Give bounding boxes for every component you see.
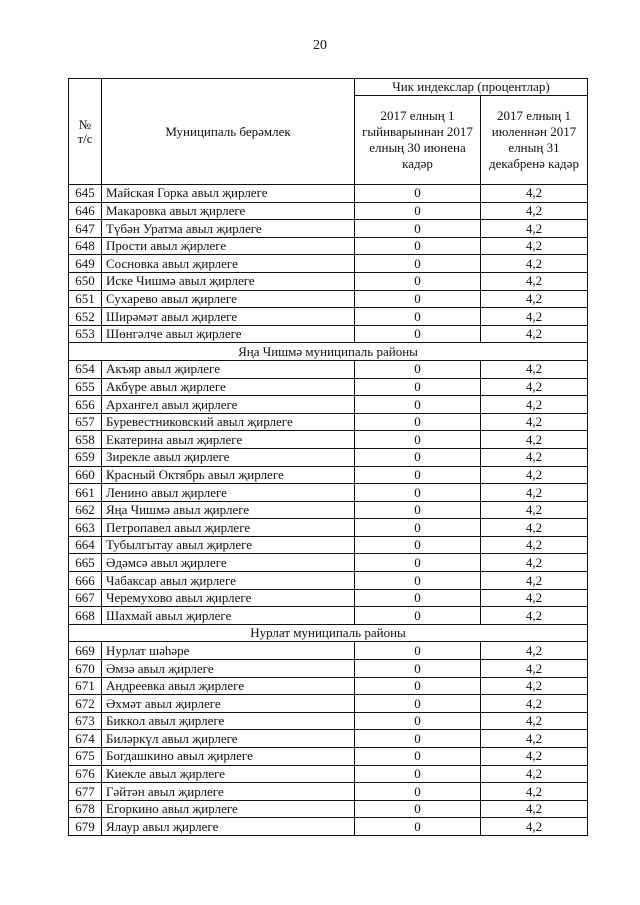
row-number: 675 (69, 748, 102, 766)
index-second-half: 4,2 (481, 185, 588, 203)
row-number: 657 (69, 413, 102, 431)
row-number: 678 (69, 800, 102, 818)
table-row (69, 660, 588, 678)
municipality-name: Шөнгәлче авыл җирлеге (102, 325, 355, 343)
index-first-half: 0 (355, 642, 481, 660)
municipality-name: Акъяр авыл җирлеге (102, 360, 355, 378)
row-number: 679 (69, 818, 102, 836)
section-row (69, 343, 588, 361)
index-first-half: 0 (355, 572, 481, 590)
table-row (69, 800, 588, 818)
row-number: 648 (69, 237, 102, 255)
index-first-half: 0 (355, 448, 481, 466)
municipality-name: Әхмәт авыл җирлеге (102, 695, 355, 713)
index-first-half: 0 (355, 818, 481, 836)
row-number: 666 (69, 572, 102, 590)
index-second-half: 4,2 (481, 642, 588, 660)
section-title: Яңа Чишмә муниципаль районы (69, 343, 588, 361)
index-second-half: 4,2 (481, 730, 588, 748)
table-body (69, 185, 588, 836)
municipality-name: Биләркүл авыл җирлеге (102, 730, 355, 748)
table-row (69, 607, 588, 625)
index-second-half: 4,2 (481, 466, 588, 484)
table-row (69, 554, 588, 572)
table-header (69, 79, 588, 185)
table-row (69, 765, 588, 783)
table-row (69, 290, 588, 308)
index-second-half: 4,2 (481, 818, 588, 836)
row-number: 672 (69, 695, 102, 713)
row-number: 654 (69, 360, 102, 378)
row-number: 659 (69, 448, 102, 466)
row-number: 653 (69, 325, 102, 343)
index-first-half: 0 (355, 290, 481, 308)
table-row (69, 325, 588, 343)
municipality-name: Гәйтән авыл җирлеге (102, 783, 355, 801)
municipality-name: Андреевка авыл җирлеге (102, 677, 355, 695)
row-number: 667 (69, 589, 102, 607)
index-second-half: 4,2 (481, 272, 588, 290)
table-row (69, 536, 588, 554)
index-first-half: 0 (355, 765, 481, 783)
row-number: 652 (69, 308, 102, 326)
index-second-half: 4,2 (481, 484, 588, 502)
table-row (69, 185, 588, 203)
index-first-half: 0 (355, 536, 481, 554)
row-number: 646 (69, 202, 102, 220)
row-number: 651 (69, 290, 102, 308)
table-row (69, 712, 588, 730)
index-first-half: 0 (355, 202, 481, 220)
index-first-half: 0 (355, 237, 481, 255)
row-number: 663 (69, 519, 102, 537)
index-first-half: 0 (355, 360, 481, 378)
table-row (69, 431, 588, 449)
index-second-half: 4,2 (481, 519, 588, 537)
index-first-half: 0 (355, 554, 481, 572)
table-row (69, 272, 588, 290)
index-second-half: 4,2 (481, 695, 588, 713)
municipality-name: Макаровка авыл җирлеге (102, 202, 355, 220)
index-second-half: 4,2 (481, 765, 588, 783)
index-first-half: 0 (355, 220, 481, 238)
municipality-name: Биккол авыл җирлеге (102, 712, 355, 730)
municipality-name: Богдашкино авыл җирлеге (102, 748, 355, 766)
index-second-half: 4,2 (481, 572, 588, 590)
index-second-half: 4,2 (481, 396, 588, 414)
table-row (69, 642, 588, 660)
row-number: 645 (69, 185, 102, 203)
index-second-half: 4,2 (481, 536, 588, 554)
table-row (69, 378, 588, 396)
row-number: 677 (69, 783, 102, 801)
row-number: 649 (69, 255, 102, 273)
table-row (69, 466, 588, 484)
index-first-half: 0 (355, 519, 481, 537)
index-first-half: 0 (355, 378, 481, 396)
table-row (69, 308, 588, 326)
municipality-name: Тубылгытау авыл җирлеге (102, 536, 355, 554)
row-number: 662 (69, 501, 102, 519)
municipality-name: Красный Октябрь авыл җирлеге (102, 466, 355, 484)
municipality-name: Ялаур авыл җирлеге (102, 818, 355, 836)
municipality-name: Прости авыл җирлеге (102, 237, 355, 255)
municipality-name: Иске Чишмә авыл җирлеге (102, 272, 355, 290)
municipality-name: Петропавел авыл җирлеге (102, 519, 355, 537)
table-row (69, 413, 588, 431)
row-number: 669 (69, 642, 102, 660)
municipality-name: Ширәмәт авыл җирлеге (102, 308, 355, 326)
table-row (69, 677, 588, 695)
municipality-name: Шахмай авыл җирлеге (102, 607, 355, 625)
index-first-half: 0 (355, 466, 481, 484)
table-row (69, 360, 588, 378)
header-limit-indices: Чик индекслар (процентлар) (355, 79, 588, 96)
row-number: 676 (69, 765, 102, 783)
section-title: Нурлат муниципаль районы (69, 624, 588, 642)
table-row (69, 448, 588, 466)
index-first-half: 0 (355, 730, 481, 748)
index-second-half: 4,2 (481, 607, 588, 625)
municipality-name: Нурлат шәһәре (102, 642, 355, 660)
table-row (69, 818, 588, 836)
municipality-name: Яңа Чишмә авыл җирлеге (102, 501, 355, 519)
header-number: № т/с (69, 79, 102, 185)
table-row (69, 484, 588, 502)
header-municipality: Муниципаль берәмлек (102, 79, 355, 185)
index-second-half: 4,2 (481, 677, 588, 695)
header-period-first-half: 2017 елның 1 гыйнварыннан 2017 елның 30 июнена кадәр (355, 96, 481, 185)
table-row (69, 519, 588, 537)
index-second-half: 4,2 (481, 554, 588, 572)
municipality-name: Сухарево авыл җирлеге (102, 290, 355, 308)
municipality-name: Зирекле авыл җирлеге (102, 448, 355, 466)
municipality-name: Түбән Уратма авыл җирлеге (102, 220, 355, 238)
municipality-name: Киекле авыл җирлеге (102, 765, 355, 783)
index-second-half: 4,2 (481, 360, 588, 378)
row-number: 665 (69, 554, 102, 572)
row-number: 658 (69, 431, 102, 449)
municipality-name: Майская Горка авыл җирлеге (102, 185, 355, 203)
indices-table (68, 78, 588, 836)
municipality-name: Әмзә авыл җирлеге (102, 660, 355, 678)
municipality-name: Архангел авыл җирлеге (102, 396, 355, 414)
table-row (69, 589, 588, 607)
municipality-name: Буревестниковский авыл җирлеге (102, 413, 355, 431)
index-first-half: 0 (355, 413, 481, 431)
row-number: 655 (69, 378, 102, 396)
index-second-half: 4,2 (481, 712, 588, 730)
municipality-name: Сосновка авыл җирлеге (102, 255, 355, 273)
table-row (69, 748, 588, 766)
index-first-half: 0 (355, 308, 481, 326)
index-first-half: 0 (355, 185, 481, 203)
index-second-half: 4,2 (481, 501, 588, 519)
row-number: 647 (69, 220, 102, 238)
table-row (69, 501, 588, 519)
index-second-half: 4,2 (481, 448, 588, 466)
index-second-half: 4,2 (481, 800, 588, 818)
index-first-half: 0 (355, 589, 481, 607)
table-row (69, 237, 588, 255)
row-number: 670 (69, 660, 102, 678)
row-number: 674 (69, 730, 102, 748)
index-second-half: 4,2 (481, 660, 588, 678)
table-row (69, 695, 588, 713)
index-second-half: 4,2 (481, 255, 588, 273)
index-first-half: 0 (355, 677, 481, 695)
municipality-name: Екатерина авыл җирлеге (102, 431, 355, 449)
municipality-name: Акбүре авыл җирлеге (102, 378, 355, 396)
index-first-half: 0 (355, 800, 481, 818)
table-row (69, 255, 588, 273)
municipality-name: Чабаксар авыл җирлеге (102, 572, 355, 590)
index-second-half: 4,2 (481, 748, 588, 766)
header-period-second-half: 2017 елның 1 июленнән 2017 елның 31 декабренә кадәр (481, 96, 588, 185)
section-row (69, 624, 588, 642)
index-first-half: 0 (355, 431, 481, 449)
index-second-half: 4,2 (481, 290, 588, 308)
index-first-half: 0 (355, 712, 481, 730)
page-number: 20 (313, 38, 327, 53)
municipality-name: Ленино авыл җирлеге (102, 484, 355, 502)
index-first-half: 0 (355, 695, 481, 713)
row-number: 661 (69, 484, 102, 502)
index-first-half: 0 (355, 396, 481, 414)
index-second-half: 4,2 (481, 413, 588, 431)
index-first-half: 0 (355, 501, 481, 519)
row-number: 664 (69, 536, 102, 554)
index-first-half: 0 (355, 255, 481, 273)
row-number: 656 (69, 396, 102, 414)
table-row (69, 202, 588, 220)
row-number: 673 (69, 712, 102, 730)
index-first-half: 0 (355, 783, 481, 801)
row-number: 668 (69, 607, 102, 625)
index-second-half: 4,2 (481, 308, 588, 326)
row-number: 660 (69, 466, 102, 484)
index-first-half: 0 (355, 607, 481, 625)
index-first-half: 0 (355, 484, 481, 502)
index-second-half: 4,2 (481, 220, 588, 238)
index-second-half: 4,2 (481, 325, 588, 343)
table-row (69, 730, 588, 748)
index-second-half: 4,2 (481, 431, 588, 449)
table-row (69, 396, 588, 414)
index-first-half: 0 (355, 272, 481, 290)
row-number: 671 (69, 677, 102, 695)
table-row (69, 220, 588, 238)
table-row (69, 783, 588, 801)
index-second-half: 4,2 (481, 589, 588, 607)
municipality-name: Егоркино авыл җирлеге (102, 800, 355, 818)
index-first-half: 0 (355, 660, 481, 678)
index-second-half: 4,2 (481, 237, 588, 255)
municipality-name: Черемухово авыл җирлеге (102, 589, 355, 607)
index-first-half: 0 (355, 748, 481, 766)
index-second-half: 4,2 (481, 783, 588, 801)
index-first-half: 0 (355, 325, 481, 343)
table-row (69, 572, 588, 590)
index-second-half: 4,2 (481, 378, 588, 396)
municipality-name: Әдәмсә авыл җирлеге (102, 554, 355, 572)
row-number: 650 (69, 272, 102, 290)
index-second-half: 4,2 (481, 202, 588, 220)
